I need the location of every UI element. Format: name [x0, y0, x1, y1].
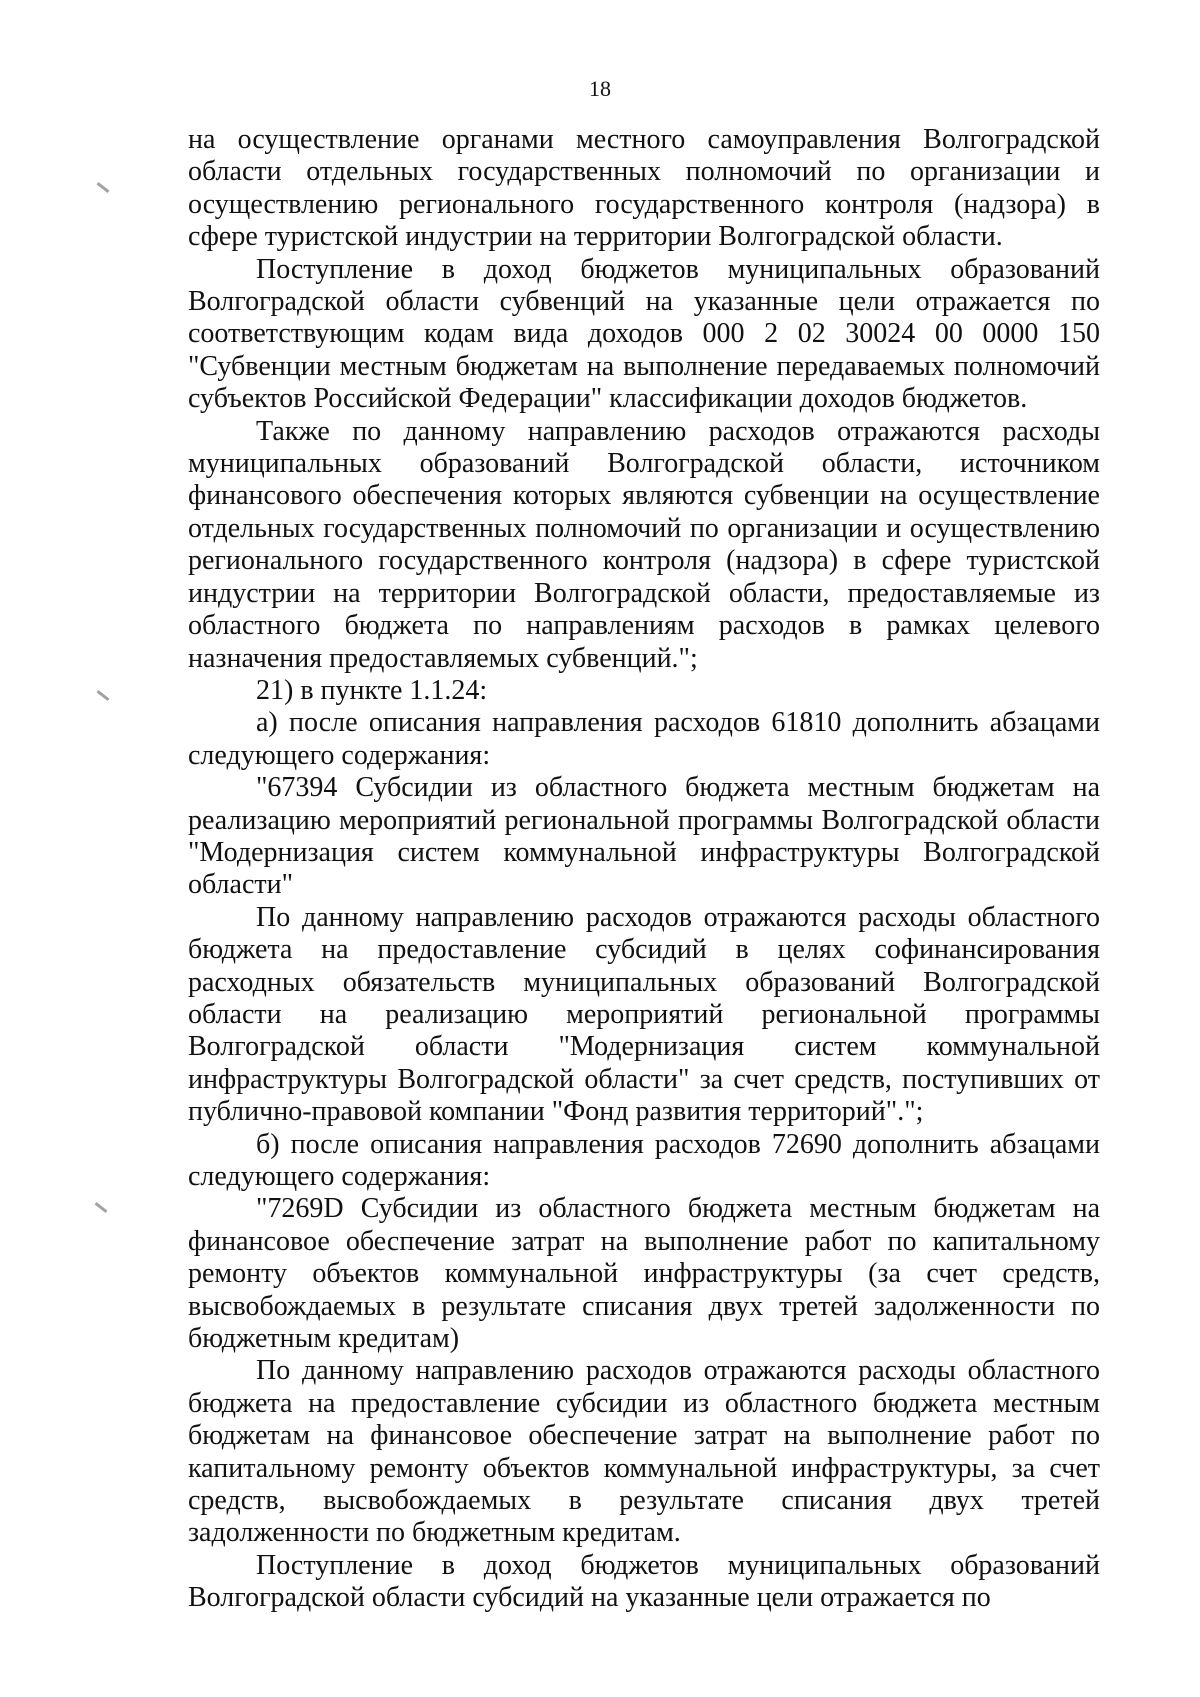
scan-mark — [97, 182, 110, 193]
paragraph: По данному направлению расходов отражаются расходы областного бюджета на предоставление субсидии из областного бюджета местным бюджетам на финансовое обеспечение затрат на выполнение работ по капитальному ремонту объектов коммунальной инфраструктуры, за счет средств, высвобождаемых в результате списания двух третей задолженности по бюджетным кредитам. — [188, 1355, 1100, 1549]
paragraph: а) после описания направления расходов 61810 дополнить абзацами следующего содержания: — [188, 707, 1100, 771]
paragraph: Поступление в доход бюджетов муниципальных образований Волгоградской области субвенций на указанные цели отражается по соответствующим кодам вида доходов 000 2 02 30024 00 0000 150 "Субвенции местным бюджетам на выполнение передаваемых полномочий субъектов Российской Федерации" классификации доходов бюджетов. — [188, 253, 1100, 415]
paragraph: б) после описания направления расходов 72690 дополнить абзацами следующего содержания: — [188, 1128, 1100, 1192]
page-number: 18 — [589, 76, 611, 101]
paragraph: По данному направлению расходов отражаются расходы областного бюджета на предоставление субсидий в целях софинансирования расходных обязательств муниципальных образований Волгоградской области на реализацию мероприятий региональной программы Волгоградской области "Модернизация систем коммунальной инфраструктуры Волгоградской области" за счет средств, поступивших от публично-правовой компании "Фонд развития территорий"."; — [188, 901, 1100, 1128]
paragraph: Поступление в доход бюджетов муниципальных образований Волгоградской области субсидий на указанные цели отражается по — [188, 1549, 1100, 1614]
paragraph: 21) в пункте 1.1.24: — [256, 674, 488, 706]
paragraph: "7269D Субсидии из областного бюджета местным бюджетам на финансовое обеспечение затрат на выполнение работ по капитальному ремонту объектов коммунальной инфраструктуры (за счет средств, высвобождаемых в результате списания двух третей задолженности по бюджетным кредитам) — [188, 1193, 1100, 1355]
paragraph: Также по данному направлению расходов отражаются расходы муниципальных образований Волгоградской области, источником финансового обеспечения которых являются субвенции на осуществление отдельных государственных полномочий по организации и осуществлению регионального государственного контроля (надзора) в сфере туристской индустрии на территории Волгоградской области, предоставляемые из областного бюджета по направлениям расходов в рамках целевого назначения предоставляемых субвенций."; — [188, 415, 1100, 674]
scan-mark — [97, 690, 110, 701]
scan-mark — [95, 1202, 108, 1213]
document-body — [188, 124, 1100, 1615]
paragraph: "67394 Субсидии из областного бюджета местным бюджетам на реализацию мероприятий региональной программы Волгоградской области "Модернизация систем коммунальной инфраструктуры Волгоградской области" — [188, 772, 1100, 901]
paragraph: на осуществление органами местного самоуправления Волгоградской области отдельных государственных полномочий по организации и осуществлению регионального государственного контроля (надзора) в сфере туристской индустрии на территории Волгоградской области. — [188, 124, 1100, 253]
